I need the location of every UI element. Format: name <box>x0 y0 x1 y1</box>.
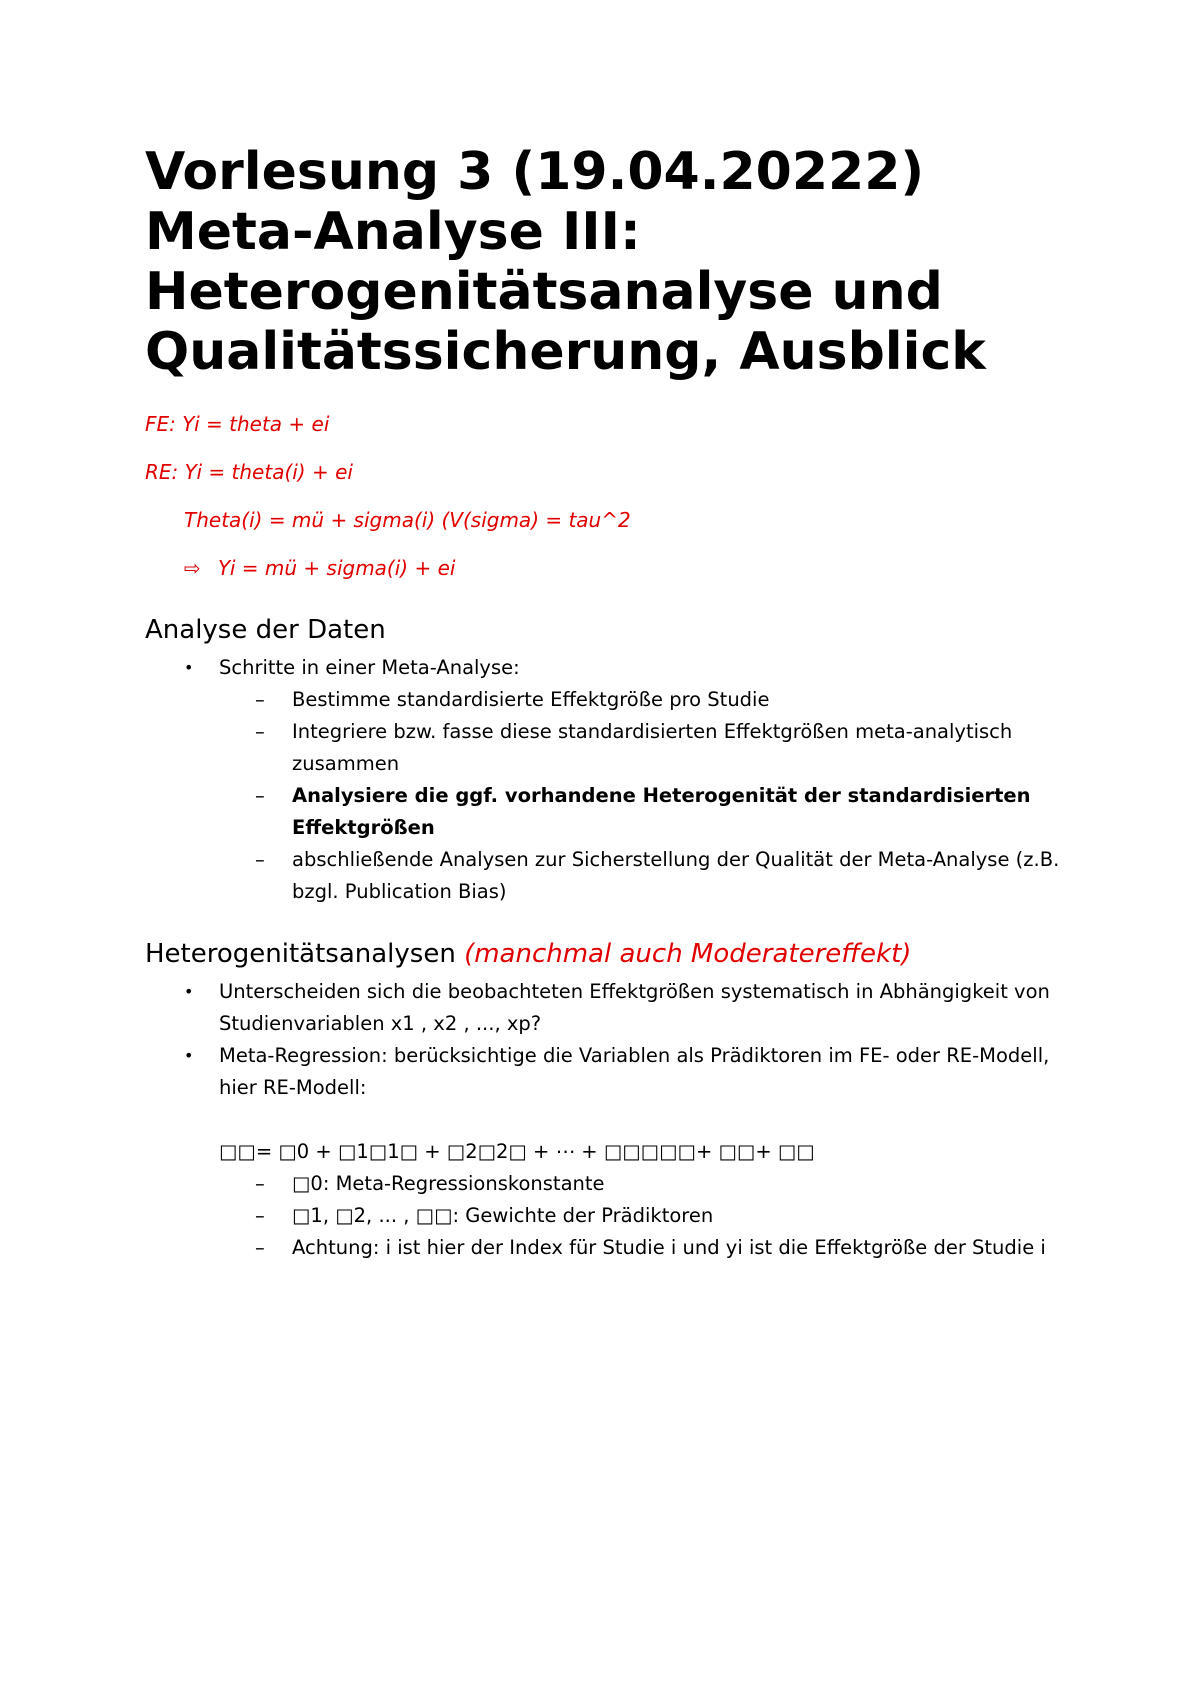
title-line-4: Qualitätssicherung, Ausblick <box>145 322 986 382</box>
formula-fe: FE: Yi = theta + ei <box>145 412 330 436</box>
list-item-text: hier RE-Modell: <box>219 1076 367 1099</box>
list-item <box>0 1168 1046 1200</box>
heading-note: (manchmal auch Moderatereffekt) <box>464 939 912 969</box>
list-item-text: abschließende Analysen zur Sicherstellung der Qualität der Meta-Analyse (z.B. <box>292 848 1060 871</box>
section-heading-analyse: Analyse der Daten <box>145 615 386 645</box>
list-item-text: Achtung: i ist hier der Index für Studie i und yi ist die Effektgröße der Studie i <box>292 1236 1046 1259</box>
dash-icon: – <box>255 688 265 711</box>
list-item-text: bzgl. Publication Bias) <box>292 880 507 903</box>
page-title <box>145 142 1145 382</box>
formula-result: Yi = mü + sigma(i) + ei <box>218 556 456 580</box>
list-item-text: □1, □2, ... , □□: Gewichte der Prädiktoren <box>292 1204 714 1227</box>
list-item-text: Bestimme standardisierte Effektgröße pro Studie <box>292 688 770 711</box>
title-line-3: Heterogenitätsanalyse und <box>145 262 943 322</box>
list-item <box>0 844 1059 876</box>
list-item-text: Effektgrößen <box>292 816 435 839</box>
list-item <box>0 652 1059 684</box>
bullet-icon: • <box>184 1046 194 1065</box>
formula-re: RE: Yi = theta(i) + ei <box>145 460 353 484</box>
list-item-continuation <box>0 1072 1050 1104</box>
formula-result-row <box>184 556 455 580</box>
list-item <box>0 780 1059 812</box>
equation-block <box>0 1136 1046 1264</box>
list-item-continuation <box>0 876 1059 908</box>
dash-icon: – <box>255 1172 265 1195</box>
dash-icon: – <box>255 848 265 871</box>
dash-icon: – <box>255 1236 265 1259</box>
arrow-right-icon: ⇨ <box>184 556 201 580</box>
list-item <box>0 1232 1046 1264</box>
list-item <box>0 716 1059 748</box>
section-heading-heterogenitaet <box>145 938 911 970</box>
list-item <box>0 976 1050 1008</box>
dash-icon: – <box>255 784 265 807</box>
dash-icon: – <box>255 1204 265 1227</box>
regression-equation <box>0 1136 1046 1168</box>
list-item-text: zusammen <box>292 752 400 775</box>
list-item-continuation <box>0 812 1059 844</box>
list-item-text: Integriere bzw. fasse diese standardisierten Effektgrößen meta-analytisch <box>292 720 1013 743</box>
list-item <box>0 1040 1050 1072</box>
formula-theta: Theta(i) = mü + sigma(i) (V(sigma) = tau^2 <box>184 508 631 532</box>
bullet-icon: • <box>184 982 194 1001</box>
title-line-2: Meta-Analyse III: <box>145 202 641 262</box>
dash-icon: – <box>255 720 265 743</box>
list-item-text: □0: Meta-Regressionskonstante <box>292 1172 605 1195</box>
list-item-text: Studienvariablen x1 , x2 , ..., xp? <box>219 1012 542 1035</box>
equation-text: □□= □0 + □1□1□ + □2□2□ + ⋯ + □□□□□+ □□+ □□ <box>219 1140 815 1163</box>
title-line-1: Vorlesung 3 (19.04.20222) <box>145 142 925 202</box>
bullet-icon: • <box>184 658 194 677</box>
heterogenitaet-list <box>0 976 1050 1104</box>
analyse-list <box>0 652 1059 908</box>
heading-text: Heterogenitätsanalysen <box>145 939 456 969</box>
list-item-text: Schritte in einer Meta-Analyse: <box>219 656 520 679</box>
list-item <box>0 1200 1046 1232</box>
list-item-text: Analysiere die ggf. vorhandene Heterogenität der standardisierten <box>292 784 1031 807</box>
list-item-text: Unterscheiden sich die beobachteten Effektgrößen systematisch in Abhängigkeit von <box>219 980 1050 1003</box>
list-item-text: Meta-Regression: berücksichtige die Variablen als Prädiktoren im FE- oder RE-Modell, <box>219 1044 1050 1067</box>
list-item-continuation <box>0 748 1059 780</box>
list-item-continuation <box>0 1008 1050 1040</box>
list-item <box>0 684 1059 716</box>
